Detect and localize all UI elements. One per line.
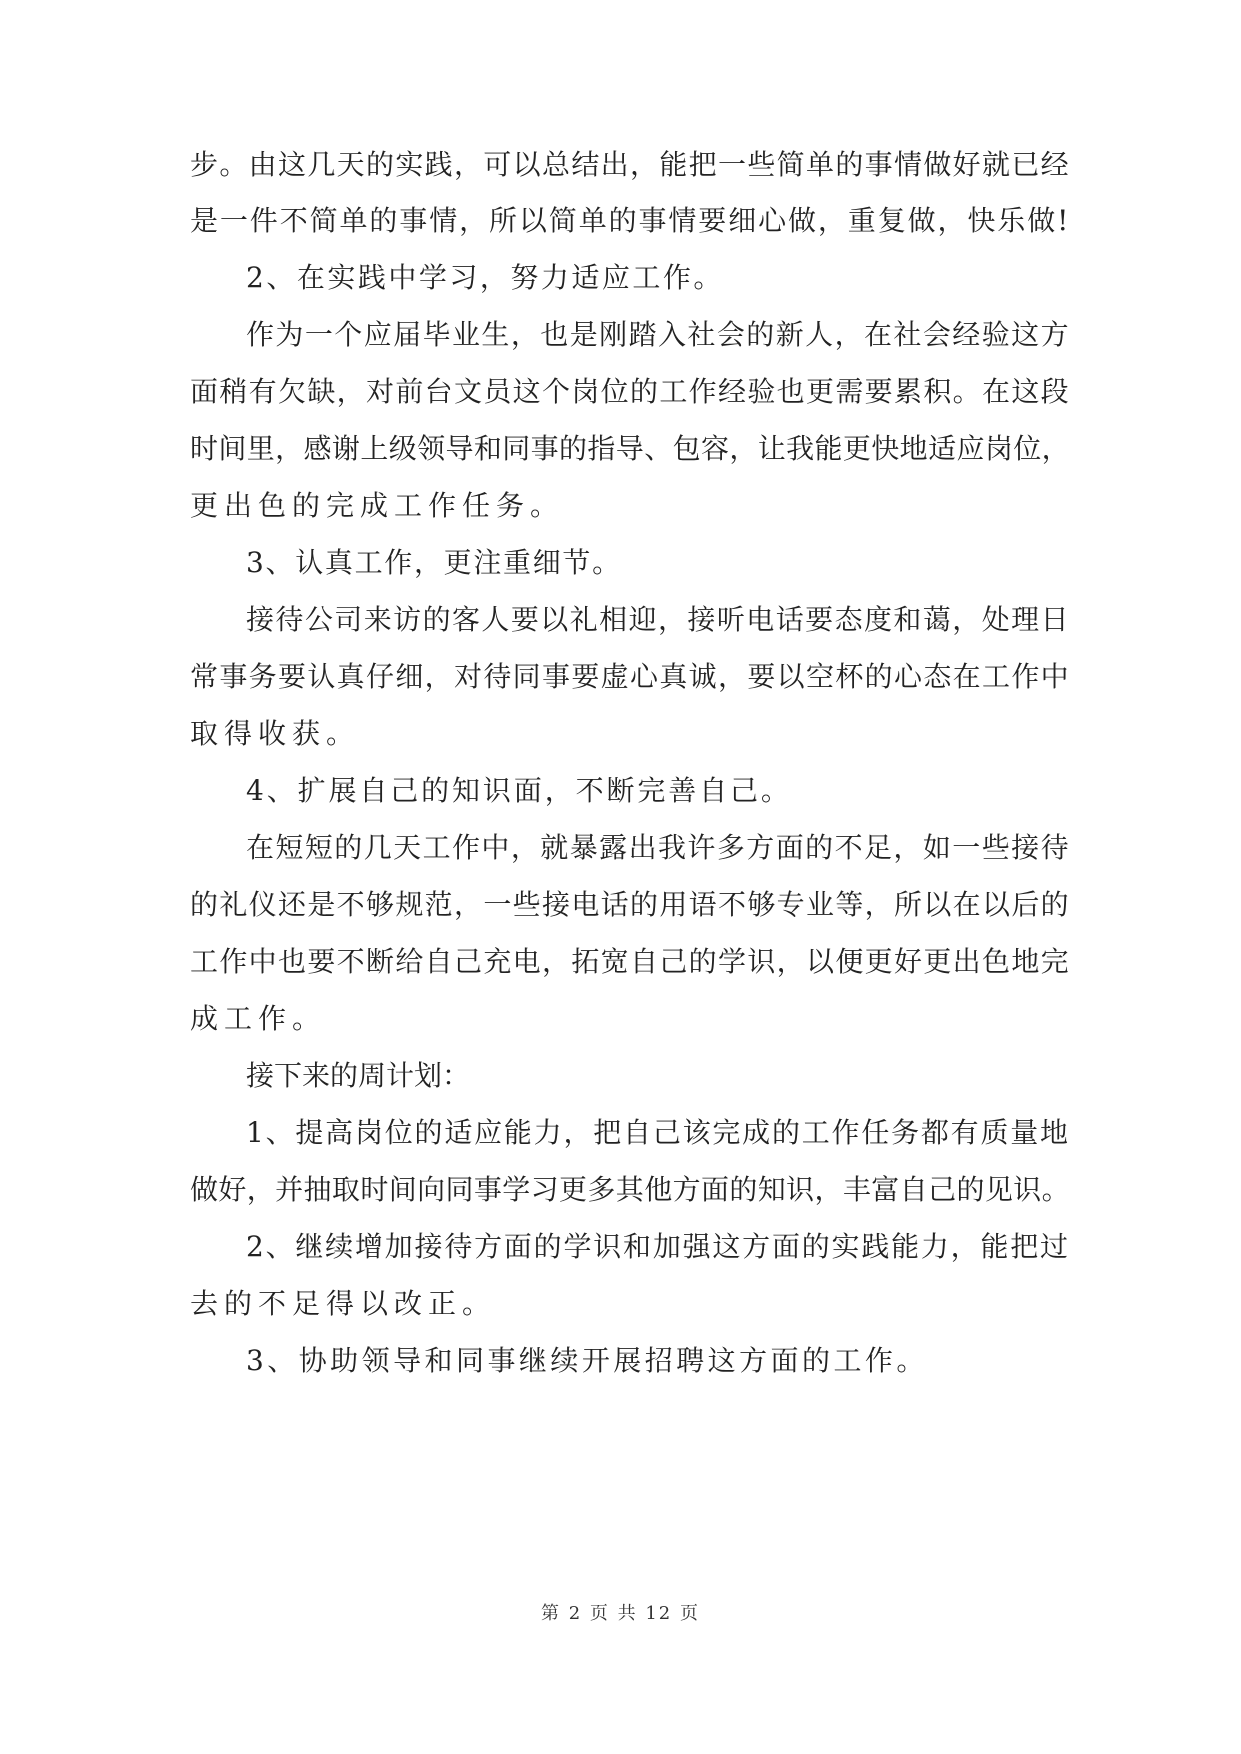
section-heading: 2、在实践中学习，努力适应工作。 (246, 261, 724, 294)
section-heading: 接下来的周计划： (246, 1059, 471, 1092)
text-line: 做好，并抽取时间向同事学习更多其他方面的知识，丰富自己的见识。 (190, 1173, 1071, 1206)
text-line: 的礼仪还是不够规范，一些接电话的用语不够专业等，所以在以后的 (190, 888, 1071, 921)
text-line: 更出色的完成工作任务。 (190, 489, 565, 522)
section-heading: 4、扩展自己的知识面，不断完善自己。 (246, 774, 792, 807)
text-line: 去的不足得以改正。 (190, 1287, 497, 1320)
text-line: 时间里，感谢上级领导和同事的指导、包容，让我能更快地适应岗位， (190, 432, 1071, 465)
text-line: 是一件不简单的事情，所以简单的事情要细心做，重复做，快乐做! (190, 204, 1071, 237)
text-line: 作为一个应届毕业生，也是刚踏入社会的新人，在社会经验这方 (246, 318, 1071, 351)
text-line: 3、协助领导和同事继续开展招聘这方面的工作。 (246, 1344, 928, 1377)
text-line: 2、继续增加接待方面的学识和加强这方面的实践能力，能把过 (246, 1230, 1070, 1263)
page-footer: 第 2 页 共 12 页 (541, 1603, 700, 1624)
text-line: 取得收获。 (190, 717, 361, 750)
text-line: 1、提高岗位的适应能力，把自己该完成的工作任务都有质量地 (246, 1116, 1070, 1149)
text-line: 接待公司来访的客人要以礼相迎，接听电话要态度和蔼，处理日 (246, 603, 1071, 636)
text-line: 面稍有欠缺，对前台文员这个岗位的工作经验也更需要累积。在这段 (190, 375, 1071, 408)
text-line: 工作中也要不断给自己充电，拓宽自己的学识，以便更好更出色地完 (190, 945, 1071, 978)
section-heading: 3、认真工作，更注重细节。 (246, 546, 622, 579)
text-line: 步。由这几天的实践，可以总结出，能把一些简单的事情做好就已经 (190, 148, 1071, 181)
text-line: 成工作。 (190, 1002, 327, 1035)
text-line: 常事务要认真仔细，对待同事要虚心真诚，要以空杯的心态在工作中 (190, 660, 1071, 693)
text-line: 在短短的几天工作中，就暴露出我许多方面的不足，如一些接待 (246, 831, 1071, 864)
